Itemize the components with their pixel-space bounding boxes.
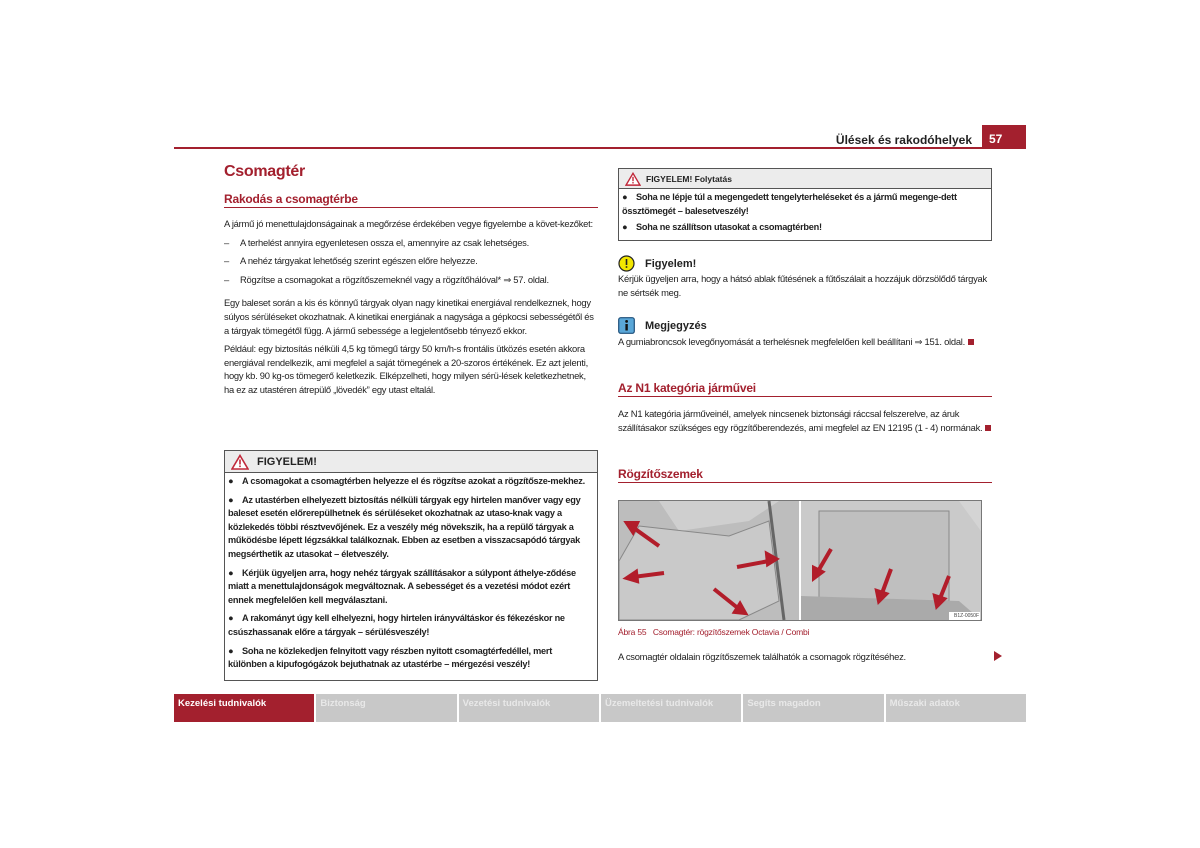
list-item: – Rögzítse a csomagokat a rögzítőszemeknél vagy a rögzítőhálóval* ⇒ 57. oldal. [224,273,549,285]
warning-item: ● Soha ne közlekedjen felnyitott vagy részben nyitott csomagtérfedéllel, mert különben a kipufogógázok bejuthatnak az utastérbe – mérgezési veszély! [228,645,553,670]
section-title: Az N1 kategória járművei [618,381,992,397]
header-rule [174,147,1026,149]
note-title: Megjegyzés [645,319,707,332]
caution-title: Figyelem! [645,257,697,270]
caution-note [618,255,992,299]
chapter-tabs [174,694,1026,722]
tab-vezetesi-tudnivalok[interactable]: Vezetési tudnivalók [459,694,599,722]
paragraph: Például: egy biztosítás nélküli 4,5 kg tömegű tárgy 50 km/h-s frontális ütközés esetén akkora energiával rendelkezik, ami megfelel a saját tömegének a 20-szoros értékének. Ez azt jelenti, hogy kb. 90 kg-os tömegerő keletkezik. Elképzelheti, hogy milyen sérü-lések keletkezhetnek, ha ez az utastéren átrepülő „lövedék” egy utast eltalál. [224,343,588,395]
tab-kezelesi-tudnivalok[interactable]: Kezelési tudnivalók [174,694,314,722]
page-number: 57 [982,125,1026,148]
intro-text: A jármű jó menettulajdonságainak a megőrzése érdekében vegye figyelembe a követ-kezőket: [224,218,593,229]
page-title: Csomagtér [224,163,305,180]
chapter-title: Ülések és rakodóhelyek [835,133,972,147]
figure-cargo-eyes [618,500,982,621]
warning-item: ● A csomagokat a csomagtérben helyezze el és rögzítse azokat a rögzítősze-mekhez. [228,476,585,486]
list-item: – A terhelést annyira egyenletesen ossza el, amennyire az csak lehetséges. [224,236,529,248]
list-item: – A nehéz tárgyakat lehetőség szerint egészen előre helyezze. [224,255,478,267]
tab-muszaki-adatok[interactable]: Műszaki adatok [886,694,1026,722]
n1-section [618,381,992,434]
warning-item: ● Soha ne lépje túl a megengedett tengelyterheléseket és a jármű megenge-dett össztömegét – balesetveszély! [622,192,957,216]
next-page-arrow-icon[interactable] [994,651,1002,661]
warning-item: ● Az utastérben elhelyezett biztosítás nélküli tárgyak egy hirtelen manőver vagy egy baleset esetén előrerepülhetnek és sérüléseket okozhatnak az utaso-knak vagy a közlekedés többi résztvevőjének. Ez a veszély még növekszik, ha a repülő tárgyak a működésbe lépett légzsákkal találkoznak. Ebben az esetben a visszacsapódó tárgyak megsérthetik az utasokat – életveszély. [228,494,581,559]
warning-triangle-icon [625,172,641,186]
figure-code: B1Z-0050F [953,613,979,619]
paragraph: Egy baleset során a kis és könnyű tárgyak olyan nagy kinetikai energiával rendelkeznek, hogy súlyos sérüléseket okozhatnak. A kinetikai energiának a nagysága a gépkocsi sebességétől és a tárgyak tömegétől függ. A jármű sebessége a legjelentősebb tényező ekkor. [224,297,594,336]
warning-item: ● Kérjük ügyeljen arra, hogy nehéz tárgyak szállításakor a súlypont áthelye-ződése miatt a menettulajdonságok megváltoznak. A sebességet és a vezetési módot ezért ennek megfelelően kell megválasztani. [228,567,576,605]
warning-continued-title: FIGYELEM! Folytatás [646,173,732,184]
left-column [224,163,598,397]
n1-text: Az N1 kategória járműveinél, amelyek nincsenek biztonsági ráccsal felszerelve, az áruk szállításakor szükséges egy rögzítőberendezés, ami megfelel az EN 12195 (1 - 4) normának. [618,408,983,433]
caution-text: Kérjük ügyeljen arra, hogy a hátsó ablak fűtésének a fűtőszálait a hozzájuk dörzsölődő tárgyak ne sértsék meg. [618,273,987,298]
eyes-section [618,467,992,483]
section-title: Rakodás a csomagtérbe [224,192,598,208]
warning-box [224,450,598,681]
eyes-text: A csomagtér oldalain rögzítőszemek találhatók a csomagok rögzítéséhez. [618,651,906,662]
warning-item: ● Soha ne szállítson utasokat a csomagtérben! [622,222,822,233]
end-marker-icon [985,425,991,431]
tab-uzemeltetesi-tudnivalok[interactable]: Üzemeltetési tudnivalók [601,694,741,722]
warning-triangle-icon [231,454,249,470]
trunk-illustration [619,501,981,620]
warning-item: ● A rakományt úgy kell elhelyezni, hogy hirtelen irányváltáskor és fékezéskor ne csúszhassanak előre a tárgyak – sérülésveszély! [228,613,565,637]
end-marker-icon [968,339,974,345]
caution-exclamation-icon [618,255,635,272]
note-text: A gumiabroncsok levegőnyomását a terhelésnek megfelelően kell beállítani ⇒ 151. oldal. [618,336,965,347]
warning-continued-box [618,168,992,241]
tab-segits-magadon[interactable]: Segíts magadon [743,694,883,722]
info-note [618,317,992,349]
info-icon [618,317,635,334]
section-title: Rögzítőszemek [618,467,992,483]
warning-title: FIGYELEM! [257,455,317,468]
tab-biztonsag[interactable]: Biztonság [316,694,456,722]
figure-caption: Ábra 55 Csomagtér: rögzítőszemek Octavia / Combi [618,627,810,637]
